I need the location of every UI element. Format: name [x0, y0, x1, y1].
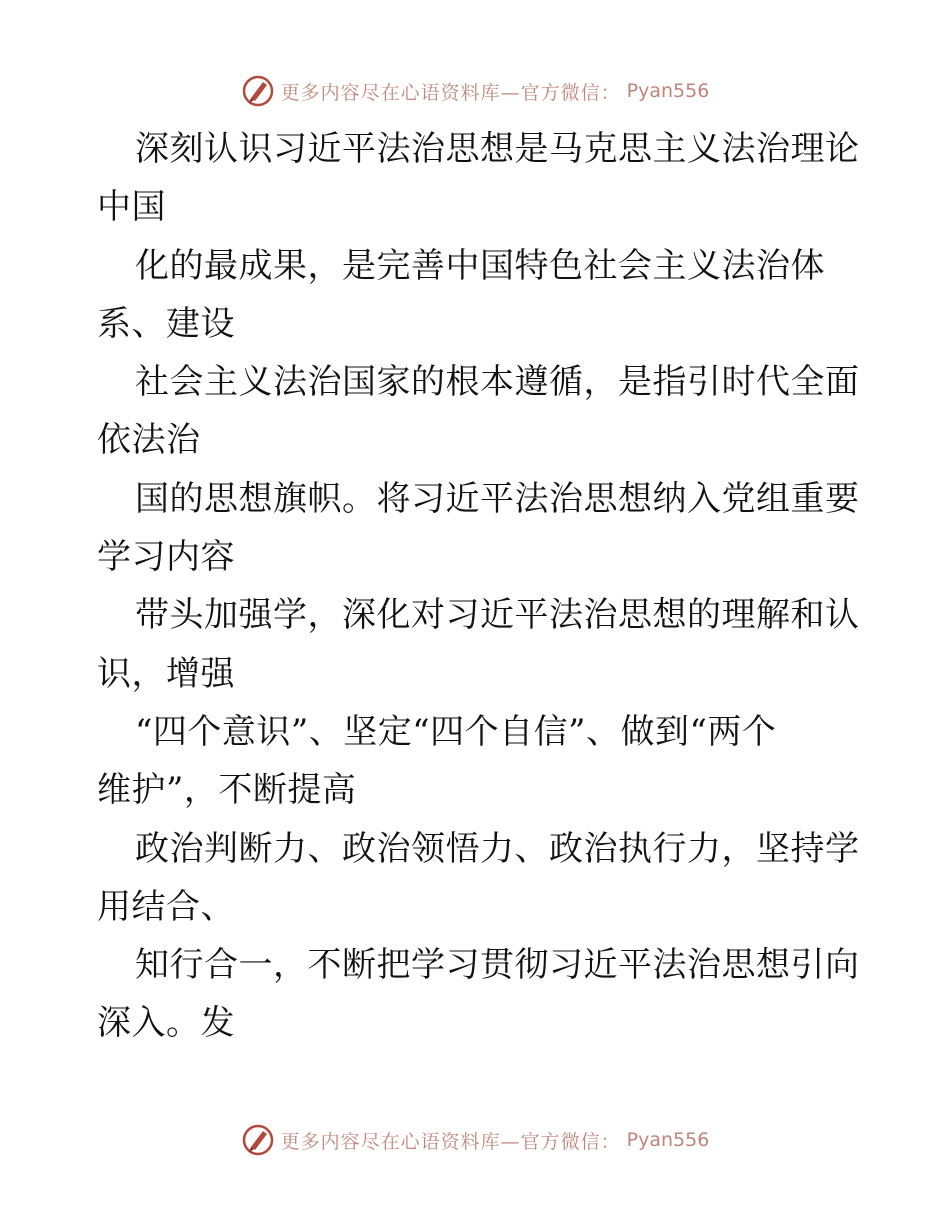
- header-watermark: [0, 71, 950, 111]
- text-line: 带头加强学，深化对习近平法治思想的理解和认: [135, 595, 860, 636]
- text-line: 政治判断力、政治领悟力、政治执行力，坚持学: [135, 828, 860, 869]
- text-line: 学习内容: [97, 537, 235, 578]
- text-line: 知行合一，不断把学习贯彻习近平法治思想引向: [135, 945, 860, 986]
- text-line: “四个意识”、坚定“四个自信”、做到“两个: [135, 711, 777, 752]
- text-line: 深入。发: [97, 1003, 235, 1044]
- watermark-wechat-id: Pyan556: [626, 1129, 710, 1151]
- pen-logo-icon: [241, 1123, 275, 1157]
- footer-watermark: [0, 1120, 950, 1160]
- text-line: 化的最成果，是完善中国特色社会主义法治体: [135, 245, 825, 286]
- text-line: 系、建设: [97, 303, 235, 344]
- document-body: [97, 120, 860, 1053]
- text-line: 深刻认识习近平法治思想是马克思主义法治理论: [135, 129, 860, 169]
- text-line: 识，增强: [97, 653, 235, 694]
- watermark-wechat-id: Pyan556: [626, 80, 710, 102]
- text-line: 用结合、: [97, 886, 235, 927]
- text-line: 国的思想旗帜。将习近平法治思想纳入党组重要: [135, 478, 860, 519]
- watermark-text: 更多内容尽在心语资料库—官方微信：: [280, 81, 621, 104]
- watermark-text: 更多内容尽在心语资料库—官方微信：: [280, 1130, 621, 1153]
- text-line: 社会主义法治国家的根本遵循，是指引时代全面: [135, 362, 860, 403]
- text-line: 维护”，不断提高: [97, 770, 357, 811]
- text-line: 依法治: [97, 420, 201, 461]
- text-line: 中国: [97, 187, 166, 228]
- pen-logo-icon: [241, 74, 275, 108]
